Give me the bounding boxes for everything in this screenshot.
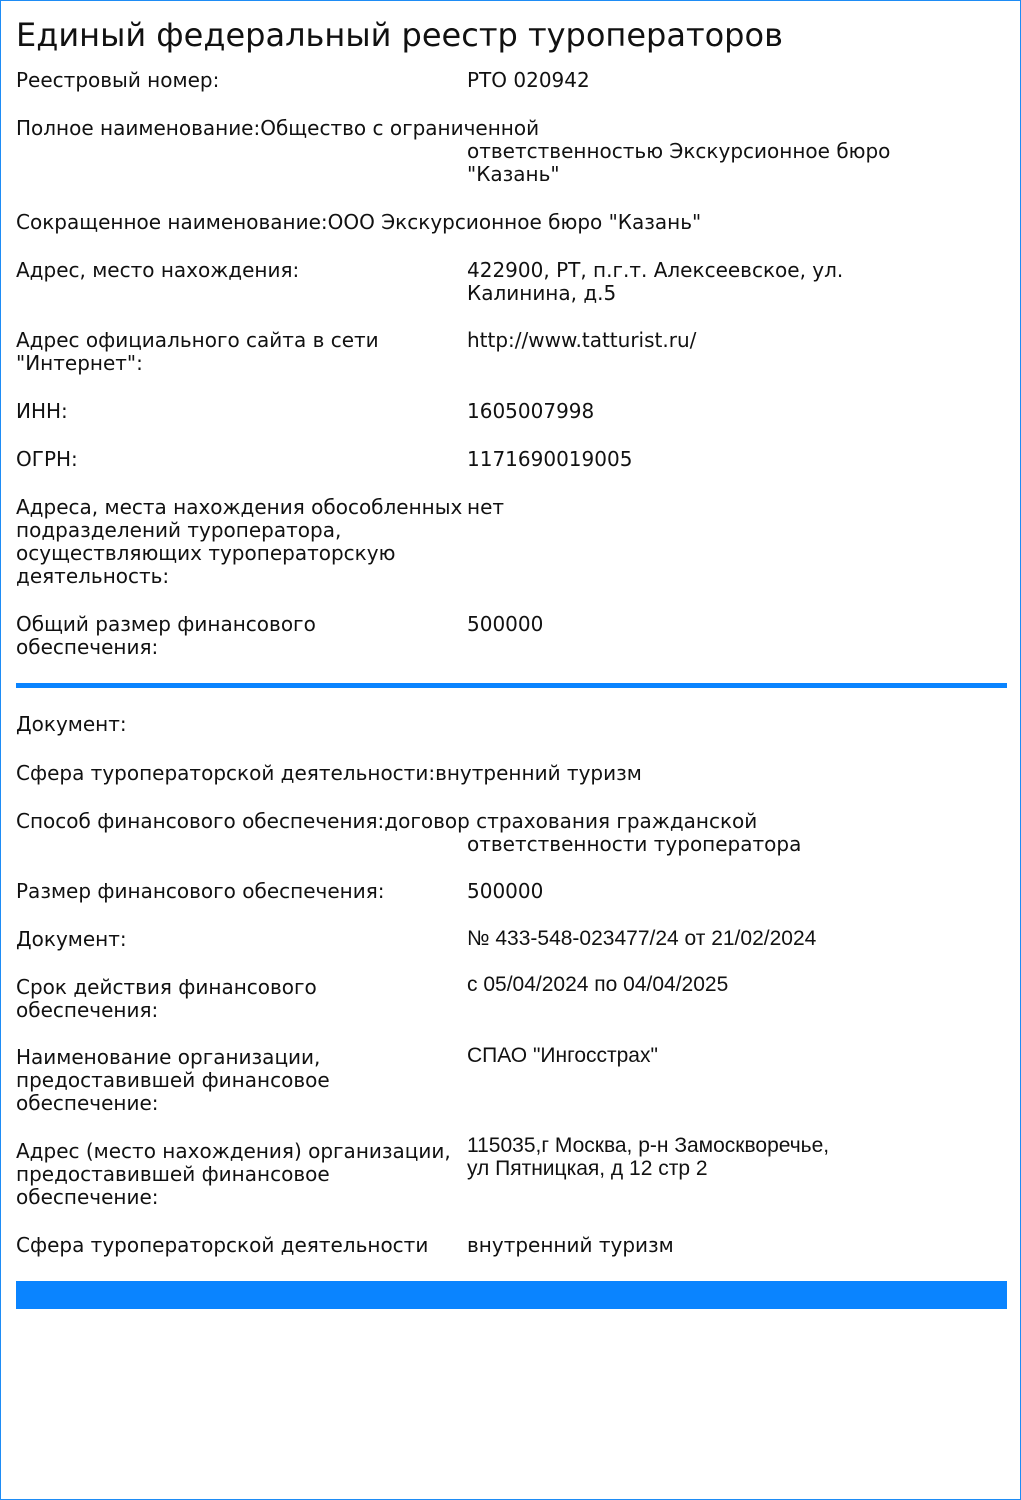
sphere-value: внутренний туризм: [435, 761, 642, 785]
branches-value: нет: [467, 495, 505, 519]
registry-number-label: Реестровый номер:: [16, 68, 220, 92]
sphere2-label: Сфера туроператорской деятельности: [16, 1233, 429, 1257]
footer-bar: [16, 1281, 1007, 1309]
validity-label: Срок действия финансового обеспечения:: [16, 975, 317, 1022]
full-name-value-rest: ответственностью Экскурсионное бюро "Казань": [467, 139, 891, 186]
method-row: [16, 810, 757, 833]
ogrn-value: 1171690019005: [467, 447, 633, 471]
amount-value: 500000: [467, 879, 544, 903]
doc-label: Документ:: [16, 927, 127, 951]
website-value: http://www.tatturist.ru/: [467, 328, 697, 352]
page-title: Единый федеральный реестр туроператоров: [16, 16, 783, 54]
section-divider: [16, 683, 1007, 688]
doc-value: № 433-548-023477/24 от 21/02/2024: [467, 927, 817, 950]
insurer-address-label: Адрес (место нахождения) организации, предоставившей финансовое обеспечение:: [16, 1139, 451, 1209]
insurer-address-value: 115035,г Москва, р-н Замоскворечье, ул Пятницкая, д 12 стр 2: [467, 1134, 830, 1180]
address-label: Адрес, место нахождения:: [16, 258, 300, 282]
inn-label: ИНН:: [16, 399, 68, 423]
amount-label: Размер финансового обеспечения:: [16, 879, 385, 903]
method-value-rest: ответственности туроператора: [467, 832, 802, 856]
insurer-name-value: СПАО "Ингосстрах": [467, 1044, 658, 1067]
inn-value: 1605007998: [467, 399, 595, 423]
validity-value: с 05/04/2024 по 04/04/2025: [467, 973, 729, 996]
total-financial-value: 500000: [467, 612, 544, 636]
short-name-row: [16, 211, 701, 234]
full-name-row: [16, 117, 539, 140]
registry-number-value: РТО 020942: [467, 68, 590, 92]
address-value: 422900, РТ, п.г.т. Алексеевское, ул. Калинина, д.5: [467, 258, 844, 305]
sphere-row: [16, 762, 642, 785]
short-name-label: Сокращенное наименование:: [16, 210, 328, 234]
insurer-name-label: Наименование организации, предоставившей финансовое обеспечение:: [16, 1045, 330, 1115]
sphere-label: Сфера туроператорской деятельности:: [16, 761, 436, 785]
short-name-value: ООО Экскурсионное бюро "Казань": [327, 210, 702, 234]
ogrn-label: ОГРН:: [16, 447, 78, 471]
method-label: Способ финансового обеспечения:: [16, 809, 385, 833]
website-label: Адрес официального сайта в сети "Интернет":: [16, 328, 379, 375]
sphere2-value: внутренний туризм: [467, 1233, 674, 1257]
full-name-label: Полное наименование:: [16, 116, 261, 140]
total-financial-label: Общий размер финансового обеспечения:: [16, 612, 316, 659]
branches-label: Адреса, места нахождения обособленных подразделений туроператора, осуществляющих туроператорскую деятельность:: [16, 495, 463, 588]
full-name-value-line1: Общество с ограниченной: [260, 116, 540, 140]
method-value-line1: договор страхования гражданской: [384, 809, 758, 833]
document-section-label: Документ:: [16, 712, 127, 736]
